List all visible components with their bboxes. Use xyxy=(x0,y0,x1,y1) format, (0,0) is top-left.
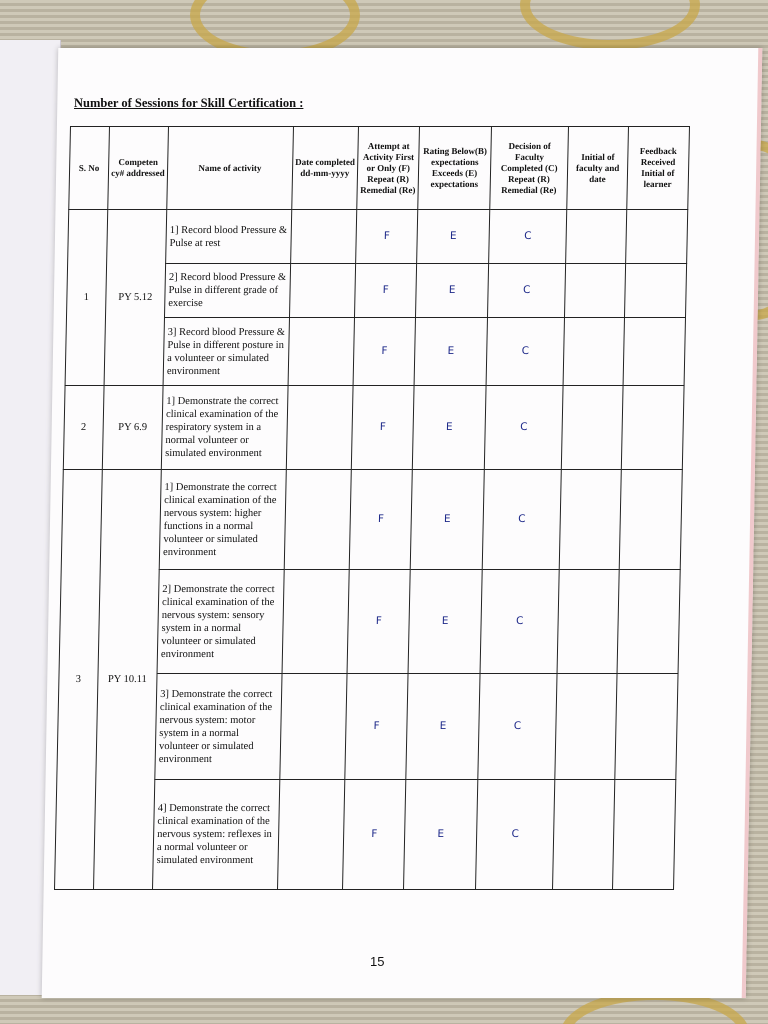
feedback-cell xyxy=(619,470,682,570)
date-cell xyxy=(282,570,350,674)
feedback-cell xyxy=(617,570,681,674)
decision-mark: C xyxy=(488,210,567,264)
header-decision: Decision of Faculty Completed (C) Repeat (R) Remedial (Re) xyxy=(490,127,569,210)
attempt-mark: F xyxy=(356,210,418,264)
date-cell xyxy=(279,674,347,780)
competency-code: PY 5.12 xyxy=(104,210,167,386)
decision-mark: C xyxy=(484,386,563,470)
header-row xyxy=(69,127,690,210)
rating-mark: E xyxy=(414,318,487,386)
faculty-initial-cell xyxy=(565,264,625,318)
serial-number: 3 xyxy=(55,470,103,890)
faculty-initial-cell xyxy=(557,570,618,674)
feedback-cell xyxy=(623,318,686,386)
feedback-cell xyxy=(621,386,684,470)
serial-number: 2 xyxy=(63,386,104,470)
header-competency: Competen cy# addressed xyxy=(108,127,169,210)
rating-mark: E xyxy=(416,264,489,318)
decision-mark: C xyxy=(487,264,566,318)
header-feedback: Feedback Received Initial of learner xyxy=(626,127,689,210)
header-attempt: Attempt at Activity First or Only (F) Repeat (R) Remedial (Re) xyxy=(357,127,420,210)
feedback-cell xyxy=(625,210,687,264)
serial-number: 1 xyxy=(65,210,107,386)
faculty-initial-cell xyxy=(555,674,616,780)
date-cell xyxy=(288,318,355,386)
date-cell xyxy=(290,210,356,264)
rating-mark: E xyxy=(411,470,485,570)
activity-name: 4] Demonstrate the correct clinical examination of the nervous system: reflexes in a normal volunteer or simulated environment xyxy=(153,780,280,890)
rating-mark: E xyxy=(413,386,486,470)
attempt-mark: F xyxy=(343,780,407,890)
fabric-decoration xyxy=(520,0,700,50)
decision-mark: C xyxy=(478,674,558,780)
table-row xyxy=(63,386,684,470)
date-cell xyxy=(284,470,351,570)
feedback-cell xyxy=(612,780,676,890)
table-row xyxy=(61,470,682,570)
competency-code: PY 6.9 xyxy=(102,386,163,470)
competency-code: PY 10.11 xyxy=(93,470,161,890)
faculty-initial-cell xyxy=(566,210,626,264)
page-number: 15 xyxy=(370,954,385,969)
activity-name: 2] Demonstrate the correct clinical examination of the nervous system: sensory system in a normal volunteer or simulated environment xyxy=(157,570,284,674)
faculty-initial-cell xyxy=(562,386,623,470)
decision-mark: C xyxy=(482,470,562,570)
decision-mark: C xyxy=(486,318,565,386)
decision-mark: C xyxy=(475,780,555,890)
header-sno: S. No xyxy=(69,127,110,210)
decision-mark: C xyxy=(480,570,560,674)
rating-mark: E xyxy=(406,674,480,780)
date-cell xyxy=(277,780,345,890)
feedback-cell xyxy=(614,674,678,780)
rating-mark: E xyxy=(408,570,482,674)
activity-name: 3] Record blood Pressure & Pulse in different posture in a volunteer or simulated environment xyxy=(163,318,289,386)
faculty-initial-cell xyxy=(560,470,621,570)
attempt-mark: F xyxy=(355,264,417,318)
attempt-mark: F xyxy=(349,470,412,570)
header-initial: Initial of faculty and date xyxy=(567,127,628,210)
activity-name: 1] Demonstrate the correct clinical examination of the respiratory system in a normal volunteer or simulated environment xyxy=(161,386,287,470)
rating-mark: E xyxy=(404,780,478,890)
header-date: Date completed dd-mm-yyyy xyxy=(291,127,358,210)
attempt-mark: F xyxy=(345,674,409,780)
header-activity: Name of activity xyxy=(167,127,293,210)
date-cell xyxy=(289,264,355,318)
feedback-cell xyxy=(624,264,686,318)
rating-mark: E xyxy=(417,210,490,264)
faculty-initial-cell xyxy=(553,780,615,890)
header-rating: Rating Below(B) expectations Exceeds (E) expectations xyxy=(418,127,491,210)
activity-name: 3] Demonstrate the correct clinical examination of the nervous system: motor system in a normal volunteer or simulated environment xyxy=(155,674,282,780)
attempt-mark: F xyxy=(347,570,410,674)
skill-certification-table xyxy=(54,126,690,890)
activity-name: 2] Record blood Pressure & Pulse in different grade of exercise xyxy=(165,264,291,318)
activity-name: 1] Demonstrate the correct clinical examination of the nervous system: higher functions in a normal volunteer or simulated environment xyxy=(159,470,286,570)
activity-name: 1] Record blood Pressure & Pulse at rest xyxy=(166,210,292,264)
faculty-initial-cell xyxy=(563,318,624,386)
table-row xyxy=(68,210,688,264)
section-heading: Number of Sessions for Skill Certification : xyxy=(74,96,304,110)
attempt-mark: F xyxy=(351,386,414,470)
attempt-mark: F xyxy=(353,318,416,386)
date-cell xyxy=(286,386,353,470)
